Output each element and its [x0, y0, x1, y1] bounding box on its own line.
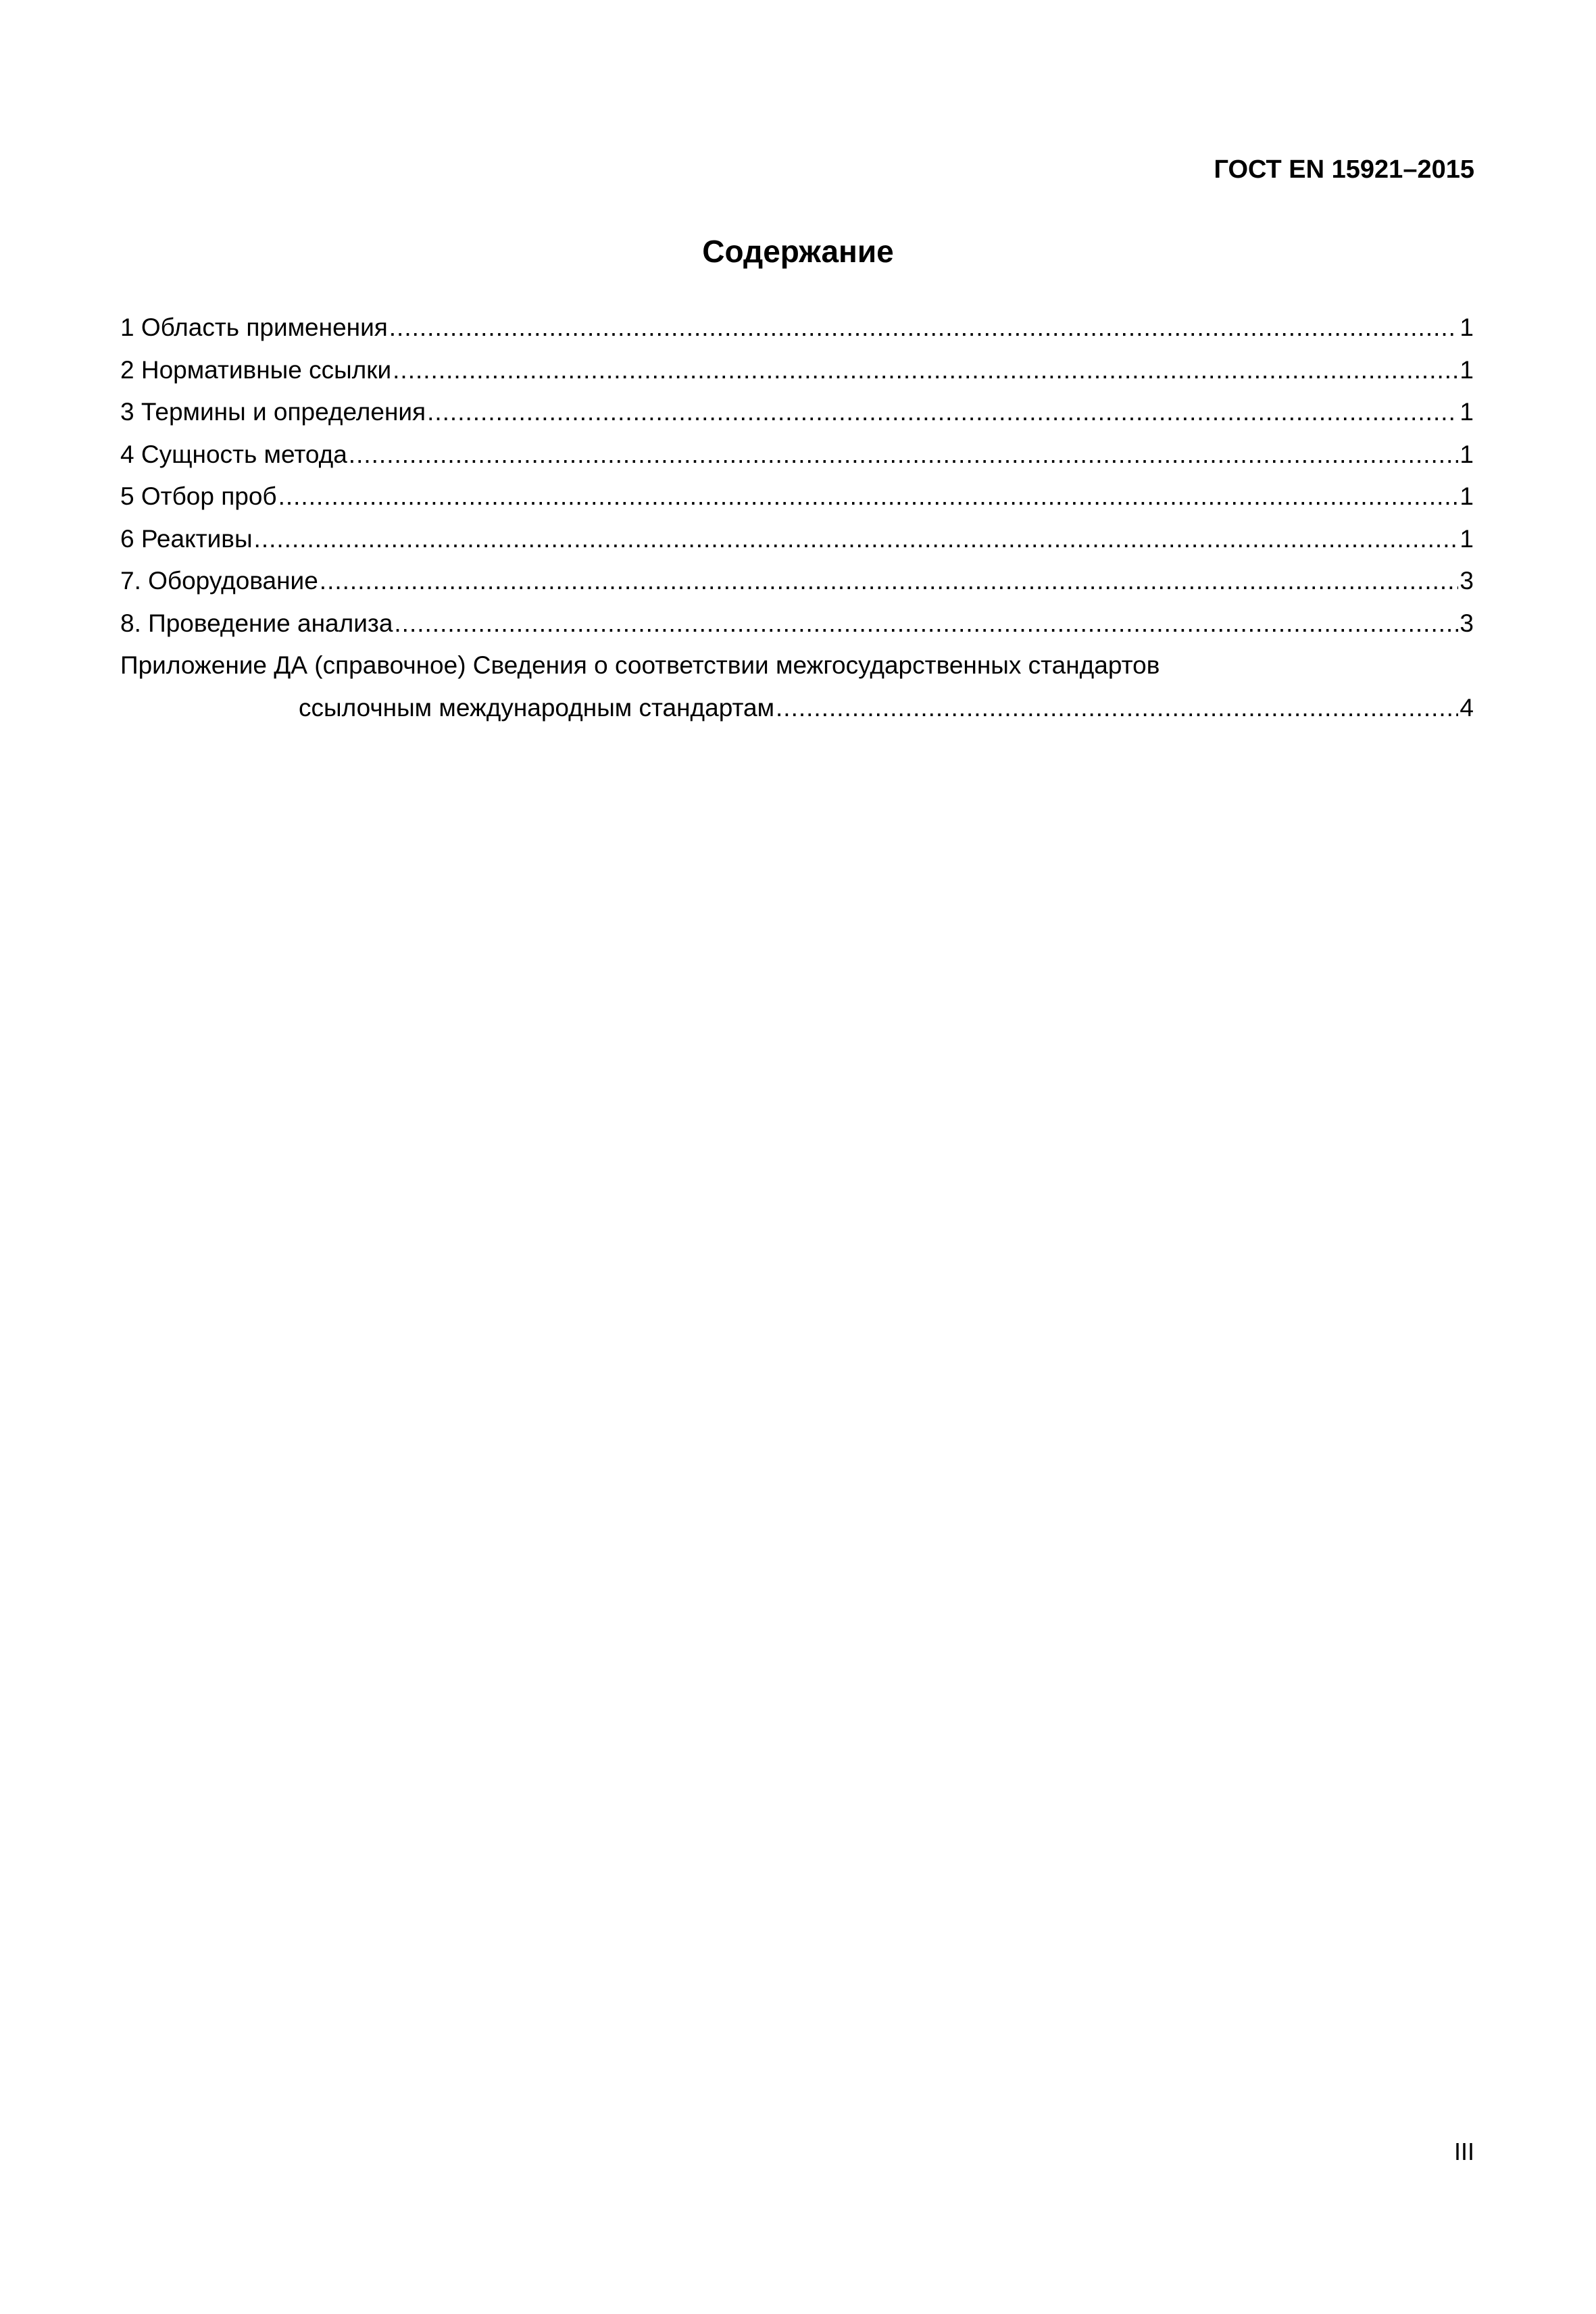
toc-entry-page: 1	[1460, 440, 1474, 468]
toc-appendix-title-continued: ссылочным международным стандартам	[299, 693, 775, 722]
toc-title: Содержание	[702, 234, 894, 269]
toc-entry-label: 8. Проведение анализа	[120, 609, 393, 637]
toc-entry-label: 3 Термины и определения	[120, 398, 426, 426]
toc-entry[interactable]	[120, 524, 1474, 567]
page-number: III	[1453, 2138, 1474, 2165]
toc-entry-page: 1	[1460, 313, 1474, 341]
toc-leader-dots	[427, 397, 1458, 427]
toc-entry[interactable]	[120, 609, 1474, 651]
toc-entry[interactable]	[120, 566, 1474, 609]
toc-leader-dots	[389, 313, 1459, 343]
toc-appendix-continuation[interactable]	[120, 693, 1474, 736]
toc-entry[interactable]	[120, 313, 1474, 355]
toc-entry-label: 2 Нормативные ссылки	[120, 355, 392, 384]
toc-leader-dots	[278, 482, 1459, 511]
toc-appendix-entry[interactable]	[120, 651, 1474, 693]
toc-entry-label: 7. Оборудование	[120, 567, 318, 595]
toc-entry-page: 3	[1460, 567, 1474, 595]
toc-entry-page: 1	[1460, 355, 1474, 384]
toc-leader-dots	[393, 355, 1458, 385]
toc-entry-page: 4	[1460, 693, 1474, 722]
toc-leader-dots	[320, 566, 1459, 596]
toc-entry-page: 1	[1460, 482, 1474, 510]
toc-leader-dots	[254, 524, 1459, 554]
document-code: ГОСТ EN 15921–2015	[1214, 155, 1474, 184]
toc-entry-label: 5 Отбор проб	[120, 482, 277, 510]
toc-entry-label: 1 Область применения	[120, 313, 388, 341]
toc-entry-page: 3	[1460, 609, 1474, 637]
toc-entry[interactable]	[120, 355, 1474, 398]
toc-entry-label: 4 Сущность метода	[120, 440, 347, 468]
toc-appendix-title: Приложение ДА (справочное) Сведения о соответствии межгосударственных стандартов	[120, 651, 1160, 679]
table-of-contents	[120, 313, 1474, 735]
toc-entry[interactable]	[120, 440, 1474, 482]
toc-entry[interactable]	[120, 397, 1474, 440]
toc-entry[interactable]	[120, 482, 1474, 524]
toc-leader-dots	[776, 693, 1458, 723]
toc-leader-dots	[394, 609, 1458, 638]
toc-entry-page: 1	[1460, 524, 1474, 553]
toc-entry-label: 6 Реактивы	[120, 524, 253, 553]
toc-entry-page: 1	[1460, 398, 1474, 426]
toc-leader-dots	[349, 440, 1459, 470]
